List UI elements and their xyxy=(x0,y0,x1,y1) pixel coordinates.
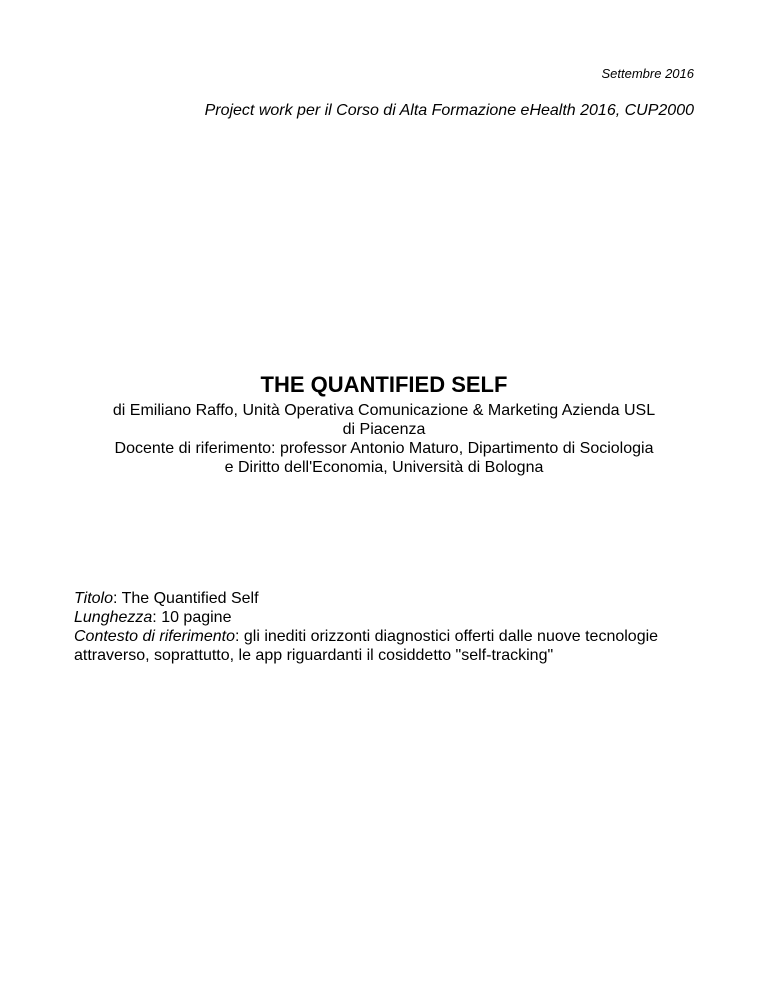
titolo-label: Titolo xyxy=(74,590,113,607)
contesto-label: Contesto di riferimento xyxy=(74,628,235,645)
contesto-value-1: : gli inediti orizzonti diagnostici offerti dalle nuove tecnologie xyxy=(234,628,659,645)
titolo-value: : The Quantified Self xyxy=(112,590,259,607)
metadata-contesto xyxy=(74,627,714,665)
lunghezza-label: Lunghezza xyxy=(74,609,153,626)
contesto-value-2: attraverso, soprattutto, le app riguardanti il cosiddetto "self-tracking" xyxy=(74,647,554,664)
supervisor-line-2: e Diritto dell'Economia, Università di Bologna xyxy=(224,459,544,476)
title-block xyxy=(60,371,708,477)
lunghezza-value: : 10 pagine xyxy=(152,609,232,626)
supervisor-line-1: Docente di riferimento: professor Antonio Maturo, Dipartimento di Sociologia xyxy=(114,440,654,457)
document-date: Settembre 2016 xyxy=(601,66,694,81)
metadata-lunghezza xyxy=(74,608,714,627)
course-subtitle: Project work per il Corso di Alta Formazione eHealth 2016, CUP2000 xyxy=(204,102,694,119)
author-line-1: di Emiliano Raffo, Unità Operativa Comunicazione & Marketing Azienda USL xyxy=(112,402,656,419)
document-title: THE QUANTIFIED SELF xyxy=(260,372,508,397)
metadata-titolo xyxy=(74,589,714,608)
document-metadata xyxy=(74,589,714,665)
author-line-2: di Piacenza xyxy=(342,421,426,438)
